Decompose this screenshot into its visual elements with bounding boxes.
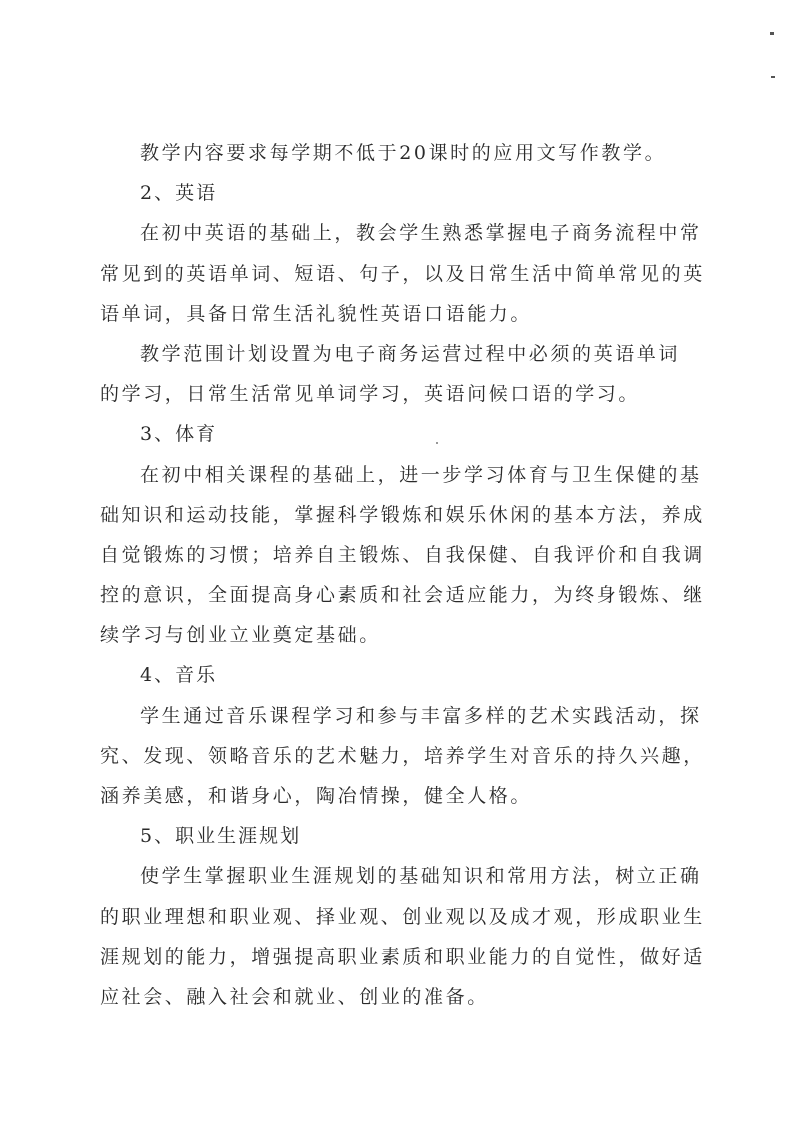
document-body [100, 133, 705, 1017]
paragraph-line: 在初中英语的基础上，教会学生熟悉掌握电子商务流程中常 [140, 222, 702, 245]
section-heading: 3、体育 [140, 423, 218, 446]
section-heading: 2、英语 [140, 182, 218, 205]
paragraph-line: 学生通过音乐课程学习和参与丰富多样的艺术实践活动，探 [140, 704, 702, 727]
paragraph-line: 涵养美感，和谐身心，陶冶情操，健全人格。 [100, 785, 533, 807]
paragraph-line: 常见到的英语单词、短语、句子，以及日常生活中简单常见的英 [100, 262, 705, 285]
section-heading: 5、职业生涯规划 [140, 825, 302, 848]
paragraph-line: 教学范围计划设置为电子商务运营过程中必须的英语单词 [140, 342, 681, 365]
paragraph-line: 使学生掌握职业生涯规划的基础知识和常用方法，树立正确 [140, 865, 702, 888]
section-heading: 4、音乐 [140, 664, 218, 687]
paragraph-line: 应社会、融入社会和就业、创业的准备。 [100, 985, 489, 1008]
paragraph-line: 在初中相关课程的基础上，进一步学习体育与卫生保健的基 [140, 463, 702, 486]
paragraph-line: 控的意识，全面提高身心素质和社会适应能力，为终身锻炼、继 [100, 584, 705, 607]
paragraph-line: 续学习与创业立业奠定基础。 [100, 624, 381, 647]
paragraph-line: 教学内容要求每学期不低于20课时的应用文写作教学。 [140, 142, 667, 164]
paragraph-line: 的学习，日常生活常见单词学习，英语问候口语的学习。 [100, 383, 641, 406]
paragraph-line: 的职业理想和职业观、择业观、创业观以及成才观，形成职业生 [100, 905, 705, 928]
scan-mark-upper [771, 76, 775, 78]
scan-mark-top [770, 32, 774, 35]
paragraph-line: 自觉锻炼的习惯；培养自主锻炼、自我保健、自我评价和自我调 [100, 543, 705, 566]
paragraph-line: 语单词，具备日常生活礼貌性英语口语能力。 [100, 302, 533, 325]
paragraph-line: 究、发现、领略音乐的艺术魅力，培养学生对音乐的持久兴趣， [100, 744, 705, 767]
paragraph-line: 础知识和运动技能，掌握科学锻炼和娱乐休闲的基本方法，养成 [100, 503, 705, 526]
paragraph-line: 涯规划的能力，增强提高职业素质和职业能力的自觉性，做好适 [100, 945, 705, 968]
